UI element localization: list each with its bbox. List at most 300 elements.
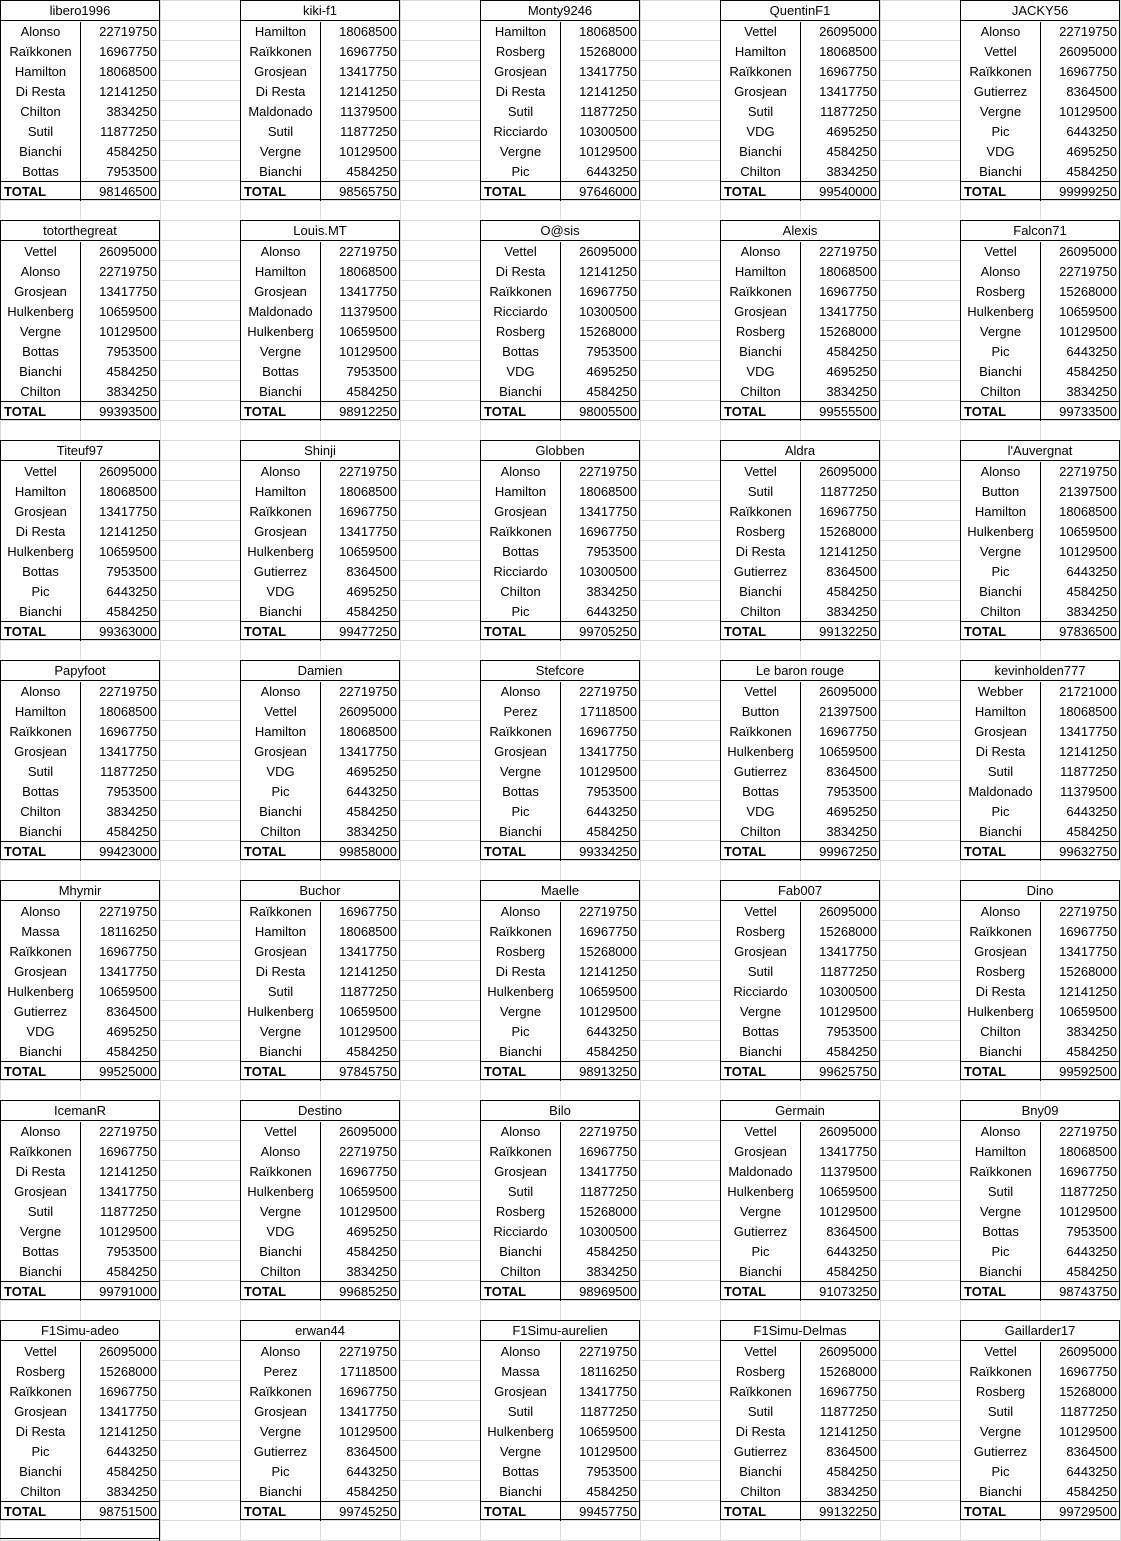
driver-name: Bianchi <box>241 1242 321 1262</box>
driver-value: 11877250 <box>580 1184 637 1199</box>
driver-value: 3834250 <box>826 384 877 399</box>
driver-name: Maldonado <box>241 302 321 322</box>
driver-value: 26095000 <box>819 1344 877 1359</box>
driver-value: 11877250 <box>340 984 397 999</box>
driver-value: 6443250 <box>826 1244 877 1259</box>
driver-value: 16967750 <box>339 504 397 519</box>
driver-value: 4695250 <box>826 124 877 139</box>
driver-name: Bottas <box>1 342 81 362</box>
driver-value: 16967750 <box>1059 1364 1117 1379</box>
driver-name: Hulkenberg <box>481 1422 561 1442</box>
grid-border-line <box>0 1538 160 1539</box>
driver-value: 3834250 <box>1066 384 1117 399</box>
driver-name: Chilton <box>721 382 801 402</box>
driver-name: Perez <box>481 702 561 722</box>
driver-name: Rosberg <box>961 1382 1041 1402</box>
driver-name: Gutierrez <box>721 1442 801 1462</box>
driver-name: Alonso <box>961 262 1041 282</box>
player-name: Papyfoot <box>1 661 159 681</box>
driver-value: 8364500 <box>826 1224 877 1239</box>
driver-name: Vettel <box>721 1122 801 1142</box>
driver-name: Raïkkonen <box>1 1142 81 1162</box>
driver-value: 4584250 <box>586 384 637 399</box>
driver-value: 22719750 <box>339 1344 397 1359</box>
driver-name: Bianchi <box>481 1482 561 1502</box>
player-name: Buchor <box>241 881 399 901</box>
driver-value: 8364500 <box>826 764 877 779</box>
driver-name: Di Resta <box>961 982 1041 1002</box>
driver-name: Ricciardo <box>481 122 561 142</box>
driver-name: Bottas <box>481 542 561 562</box>
driver-name: Chilton <box>241 822 321 842</box>
driver-value: 8364500 <box>1066 84 1117 99</box>
player-name: Mhymir <box>1 881 159 901</box>
driver-name: Hulkenberg <box>241 542 321 562</box>
driver-value: 6443250 <box>1066 564 1117 579</box>
driver-name: Raïkkonen <box>961 1162 1041 1182</box>
driver-value: 3834250 <box>586 584 637 599</box>
driver-value: 6443250 <box>586 1024 637 1039</box>
driver-value: 10129500 <box>1059 104 1117 119</box>
driver-value: 10129500 <box>579 764 637 779</box>
driver-value: 4584250 <box>346 1044 397 1059</box>
driver-value: 7953500 <box>586 344 637 359</box>
driver-value: 10129500 <box>579 144 637 159</box>
team-table <box>960 880 1120 1080</box>
driver-name: Vergne <box>961 1202 1041 1222</box>
driver-value: 3834250 <box>106 804 157 819</box>
driver-name: Ricciardo <box>481 302 561 322</box>
total-value: 99363000 <box>81 621 159 641</box>
driver-value: 7953500 <box>586 784 637 799</box>
driver-name: Gutierrez <box>241 562 321 582</box>
driver-name: Bianchi <box>961 162 1041 182</box>
driver-value: 16967750 <box>339 44 397 59</box>
player-name: Destino <box>241 1101 399 1121</box>
driver-value: 4584250 <box>586 1044 637 1059</box>
total-label: TOTAL <box>721 841 801 861</box>
driver-value: 15268000 <box>819 1364 877 1379</box>
driver-name: Hulkenberg <box>1 982 81 1002</box>
team-table <box>0 0 160 200</box>
driver-value: 8364500 <box>106 1004 157 1019</box>
total-label: TOTAL <box>481 181 561 201</box>
driver-name: Hulkenberg <box>241 1182 321 1202</box>
driver-name: Raïkkonen <box>1 942 81 962</box>
driver-name: Bottas <box>1 562 81 582</box>
total-label: TOTAL <box>481 1061 561 1081</box>
driver-value: 4584250 <box>346 164 397 179</box>
driver-value: 12141250 <box>579 964 637 979</box>
driver-value: 16967750 <box>819 724 877 739</box>
player-name: Aldra <box>721 441 879 461</box>
driver-name: Alonso <box>481 1342 561 1362</box>
driver-value: 4584250 <box>586 824 637 839</box>
driver-name: Hulkenberg <box>1 542 81 562</box>
player-name: kiki-f1 <box>241 1 399 21</box>
driver-name: Hamilton <box>961 1142 1041 1162</box>
driver-value: 26095000 <box>819 684 877 699</box>
driver-value: 10129500 <box>1059 1424 1117 1439</box>
driver-value: 15268000 <box>1059 964 1117 979</box>
driver-value: 11379500 <box>820 1164 877 1179</box>
driver-name: Sutil <box>481 1182 561 1202</box>
driver-name: Massa <box>1 922 81 942</box>
total-value: 91073250 <box>801 1281 879 1301</box>
driver-value: 15268000 <box>1059 284 1117 299</box>
driver-value: 11877250 <box>580 104 637 119</box>
driver-value: 3834250 <box>1066 604 1117 619</box>
driver-name: Chilton <box>481 1262 561 1282</box>
driver-name: Gutierrez <box>721 1222 801 1242</box>
driver-name: Bianchi <box>721 142 801 162</box>
driver-value: 10129500 <box>819 1204 877 1219</box>
driver-name: Bianchi <box>721 1042 801 1062</box>
driver-name: Grosjean <box>1 742 81 762</box>
player-name: l'Auvergnat <box>961 441 1119 461</box>
driver-name: Grosjean <box>241 62 321 82</box>
driver-value: 4584250 <box>1066 1484 1117 1499</box>
driver-value: 18068500 <box>819 44 877 59</box>
driver-value: 10659500 <box>339 1004 397 1019</box>
driver-name: Hulkenberg <box>241 1002 321 1022</box>
driver-value: 13417750 <box>99 1184 157 1199</box>
driver-value: 12141250 <box>1059 984 1117 999</box>
driver-name: Raïkkonen <box>721 502 801 522</box>
driver-name: Alonso <box>481 462 561 482</box>
driver-name: Alonso <box>241 242 321 262</box>
driver-name: Chilton <box>241 1262 321 1282</box>
driver-value: 21397500 <box>1059 484 1117 499</box>
driver-name: Bianchi <box>241 602 321 622</box>
driver-value: 3834250 <box>826 604 877 619</box>
driver-value: 22719750 <box>99 684 157 699</box>
driver-name: Chilton <box>1 102 81 122</box>
driver-value: 18068500 <box>339 24 397 39</box>
driver-value: 10129500 <box>339 144 397 159</box>
driver-value: 12141250 <box>99 524 157 539</box>
driver-value: 4584250 <box>1066 584 1117 599</box>
driver-value: 22719750 <box>819 244 877 259</box>
driver-value: 26095000 <box>579 244 637 259</box>
team-table <box>480 880 640 1080</box>
driver-name: Pic <box>961 122 1041 142</box>
driver-name: Vettel <box>961 42 1041 62</box>
player-name: F1Simu-aurelien <box>481 1321 639 1341</box>
driver-value: 10659500 <box>579 984 637 999</box>
team-table <box>480 1320 640 1520</box>
driver-value: 7953500 <box>826 784 877 799</box>
total-label: TOTAL <box>961 1061 1041 1081</box>
driver-value: 4695250 <box>346 1224 397 1239</box>
driver-name: Vettel <box>721 462 801 482</box>
driver-value: 6443250 <box>586 804 637 819</box>
driver-name: Di Resta <box>481 82 561 102</box>
driver-value: 11379500 <box>340 104 397 119</box>
player-name: Gaillarder17 <box>961 1321 1119 1341</box>
driver-name: Rosberg <box>481 42 561 62</box>
driver-name: Sutil <box>721 482 801 502</box>
driver-value: 22719750 <box>1059 464 1117 479</box>
driver-name: Hamilton <box>241 262 321 282</box>
driver-value: 16967750 <box>99 944 157 959</box>
driver-value: 11877250 <box>820 1404 877 1419</box>
driver-name: Vergne <box>721 1002 801 1022</box>
driver-name: Grosjean <box>721 302 801 322</box>
driver-value: 4584250 <box>106 1464 157 1479</box>
driver-name: Grosjean <box>481 1162 561 1182</box>
driver-name: Grosjean <box>721 1142 801 1162</box>
player-name: Stefcore <box>481 661 639 681</box>
total-value: 99555500 <box>801 401 879 421</box>
total-label: TOTAL <box>1 1061 81 1081</box>
total-value: 98912250 <box>321 401 399 421</box>
driver-name: Bianchi <box>721 342 801 362</box>
driver-value: 16967750 <box>339 1384 397 1399</box>
driver-name: Vergne <box>721 1202 801 1222</box>
driver-value: 4584250 <box>346 1244 397 1259</box>
driver-value: 4695250 <box>346 764 397 779</box>
player-name: Fab007 <box>721 881 879 901</box>
driver-value: 6443250 <box>346 784 397 799</box>
driver-value: 4584250 <box>106 824 157 839</box>
driver-name: Raïkkonen <box>721 282 801 302</box>
driver-name: Alonso <box>1 22 81 42</box>
driver-name: Vettel <box>1 1342 81 1362</box>
total-label: TOTAL <box>241 1501 321 1521</box>
team-table <box>0 660 160 860</box>
driver-name: VDG <box>481 362 561 382</box>
driver-name: Raïkkonen <box>481 522 561 542</box>
driver-value: 21397500 <box>819 704 877 719</box>
driver-value: 11877250 <box>100 124 157 139</box>
driver-value: 18068500 <box>99 704 157 719</box>
driver-name: Grosjean <box>1 1402 81 1422</box>
driver-value: 7953500 <box>346 364 397 379</box>
driver-value: 8364500 <box>346 1444 397 1459</box>
driver-name: Bianchi <box>481 1242 561 1262</box>
driver-value: 22719750 <box>1059 1124 1117 1139</box>
total-label: TOTAL <box>1 401 81 421</box>
total-value: 99858000 <box>321 841 399 861</box>
driver-value: 13417750 <box>339 64 397 79</box>
player-name: QuentinF1 <box>721 1 879 21</box>
driver-name: Alonso <box>961 462 1041 482</box>
driver-name: Alonso <box>481 682 561 702</box>
driver-value: 26095000 <box>99 244 157 259</box>
driver-name: Raïkkonen <box>241 902 321 922</box>
driver-name: Grosjean <box>481 502 561 522</box>
driver-name: Pic <box>961 1462 1041 1482</box>
driver-value: 22719750 <box>579 904 637 919</box>
driver-name: Chilton <box>1 382 81 402</box>
driver-name: Bianchi <box>241 382 321 402</box>
driver-value: 4584250 <box>826 1044 877 1059</box>
driver-value: 4584250 <box>826 584 877 599</box>
driver-name: Grosjean <box>481 742 561 762</box>
driver-name: Grosjean <box>961 942 1041 962</box>
driver-value: 13417750 <box>1059 724 1117 739</box>
driver-value: 22719750 <box>579 1344 637 1359</box>
driver-name: Vettel <box>241 702 321 722</box>
driver-name: Raïkkonen <box>241 502 321 522</box>
driver-name: Grosjean <box>1 1182 81 1202</box>
total-value: 99132250 <box>801 1501 879 1521</box>
driver-name: Di Resta <box>1 1162 81 1182</box>
driver-value: 13417750 <box>1059 944 1117 959</box>
driver-value: 12141250 <box>819 1424 877 1439</box>
total-value: 99592500 <box>1041 1061 1119 1081</box>
driver-value: 10129500 <box>339 1024 397 1039</box>
driver-name: VDG <box>721 122 801 142</box>
driver-name: Alonso <box>241 462 321 482</box>
driver-value: 4584250 <box>106 364 157 379</box>
team-table <box>720 440 880 640</box>
driver-name: Bottas <box>961 1222 1041 1242</box>
driver-value: 10659500 <box>339 1184 397 1199</box>
driver-name: Bottas <box>1 162 81 182</box>
driver-name: Raïkkonen <box>481 722 561 742</box>
total-value: 99457750 <box>561 1501 639 1521</box>
driver-name: Raïkkonen <box>721 62 801 82</box>
total-label: TOTAL <box>481 621 561 641</box>
driver-name: VDG <box>721 362 801 382</box>
driver-value: 10659500 <box>99 984 157 999</box>
driver-value: 10659500 <box>339 324 397 339</box>
driver-value: 10129500 <box>819 1004 877 1019</box>
player-name: Bilo <box>481 1101 639 1121</box>
driver-value: 4584250 <box>1066 1264 1117 1279</box>
driver-name: Grosjean <box>241 742 321 762</box>
driver-value: 16967750 <box>579 1144 637 1159</box>
driver-value: 7953500 <box>106 344 157 359</box>
driver-value: 26095000 <box>819 24 877 39</box>
driver-name: Bianchi <box>241 162 321 182</box>
driver-name: Massa <box>481 1362 561 1382</box>
driver-name: Bianchi <box>961 1482 1041 1502</box>
driver-name: Ricciardo <box>481 1222 561 1242</box>
driver-value: 7953500 <box>106 784 157 799</box>
driver-name: Sutil <box>481 102 561 122</box>
driver-value: 15268000 <box>579 944 637 959</box>
driver-value: 4584250 <box>106 144 157 159</box>
driver-value: 7953500 <box>106 164 157 179</box>
driver-name: Chilton <box>961 602 1041 622</box>
player-name: Shinji <box>241 441 399 461</box>
driver-value: 16967750 <box>1059 924 1117 939</box>
driver-value: 16967750 <box>99 44 157 59</box>
driver-name: Vergne <box>241 1022 321 1042</box>
driver-name: Bottas <box>1 1242 81 1262</box>
driver-name: Sutil <box>721 1402 801 1422</box>
player-name: Maelle <box>481 881 639 901</box>
driver-value: 11877250 <box>580 1404 637 1419</box>
driver-value: 16967750 <box>99 724 157 739</box>
total-value: 99967250 <box>801 841 879 861</box>
driver-name: Bianchi <box>1 1042 81 1062</box>
driver-name: Vettel <box>721 682 801 702</box>
driver-value: 15268000 <box>99 1364 157 1379</box>
driver-value: 26095000 <box>819 904 877 919</box>
total-label: TOTAL <box>961 621 1041 641</box>
driver-value: 26095000 <box>819 464 877 479</box>
driver-value: 10659500 <box>99 304 157 319</box>
driver-name: Alonso <box>1 902 81 922</box>
team-table <box>960 660 1120 860</box>
driver-value: 22719750 <box>339 1144 397 1159</box>
team-table <box>0 440 160 640</box>
driver-name: Button <box>721 702 801 722</box>
driver-value: 11877250 <box>100 1204 157 1219</box>
driver-name: Hamilton <box>961 702 1041 722</box>
total-value: 99625750 <box>801 1061 879 1081</box>
team-table <box>240 880 400 1080</box>
driver-value: 10300500 <box>819 984 877 999</box>
driver-value: 18068500 <box>579 24 637 39</box>
team-table <box>960 440 1120 640</box>
driver-name: Hamilton <box>481 22 561 42</box>
driver-value: 13417750 <box>339 284 397 299</box>
driver-value: 13417750 <box>339 1404 397 1419</box>
driver-name: Gutierrez <box>721 562 801 582</box>
player-name: libero1996 <box>1 1 159 21</box>
driver-name: Di Resta <box>1 82 81 102</box>
driver-value: 26095000 <box>1059 1344 1117 1359</box>
driver-name: Alonso <box>241 1142 321 1162</box>
driver-name: Hulkenberg <box>961 302 1041 322</box>
total-value: 99393500 <box>81 401 159 421</box>
driver-value: 16967750 <box>579 524 637 539</box>
driver-name: Raïkkonen <box>721 1382 801 1402</box>
player-name: Bny09 <box>961 1101 1119 1121</box>
team-table <box>240 1100 400 1300</box>
driver-value: 13417750 <box>99 1404 157 1419</box>
driver-value: 4584250 <box>1066 164 1117 179</box>
driver-value: 6443250 <box>346 1464 397 1479</box>
driver-name: Chilton <box>481 582 561 602</box>
driver-name: Pic <box>481 602 561 622</box>
driver-value: 11877250 <box>820 964 877 979</box>
player-name: Germain <box>721 1101 879 1121</box>
driver-value: 13417750 <box>579 1164 637 1179</box>
driver-name: Vergne <box>961 322 1041 342</box>
driver-name: Di Resta <box>1 1422 81 1442</box>
driver-name: Vergne <box>481 1002 561 1022</box>
driver-value: 10129500 <box>1059 544 1117 559</box>
driver-value: 10129500 <box>1059 324 1117 339</box>
driver-value: 10129500 <box>99 1224 157 1239</box>
driver-name: Grosjean <box>481 62 561 82</box>
team-table <box>240 440 400 640</box>
driver-name: Vergne <box>241 1202 321 1222</box>
driver-name: Pic <box>241 1462 321 1482</box>
driver-value: 6443250 <box>586 604 637 619</box>
driver-name: Vettel <box>961 242 1041 262</box>
driver-value: 22719750 <box>579 684 637 699</box>
driver-value: 13417750 <box>819 944 877 959</box>
driver-name: Rosberg <box>1 1362 81 1382</box>
driver-value: 12141250 <box>99 1164 157 1179</box>
driver-value: 6443250 <box>586 164 637 179</box>
driver-value: 16967750 <box>99 1144 157 1159</box>
driver-value: 12141250 <box>1059 744 1117 759</box>
total-label: TOTAL <box>1 1281 81 1301</box>
driver-name: Bianchi <box>241 1482 321 1502</box>
driver-value: 13417750 <box>339 944 397 959</box>
driver-name: Rosberg <box>961 962 1041 982</box>
player-name: totorthegreat <box>1 221 159 241</box>
total-label: TOTAL <box>1 841 81 861</box>
